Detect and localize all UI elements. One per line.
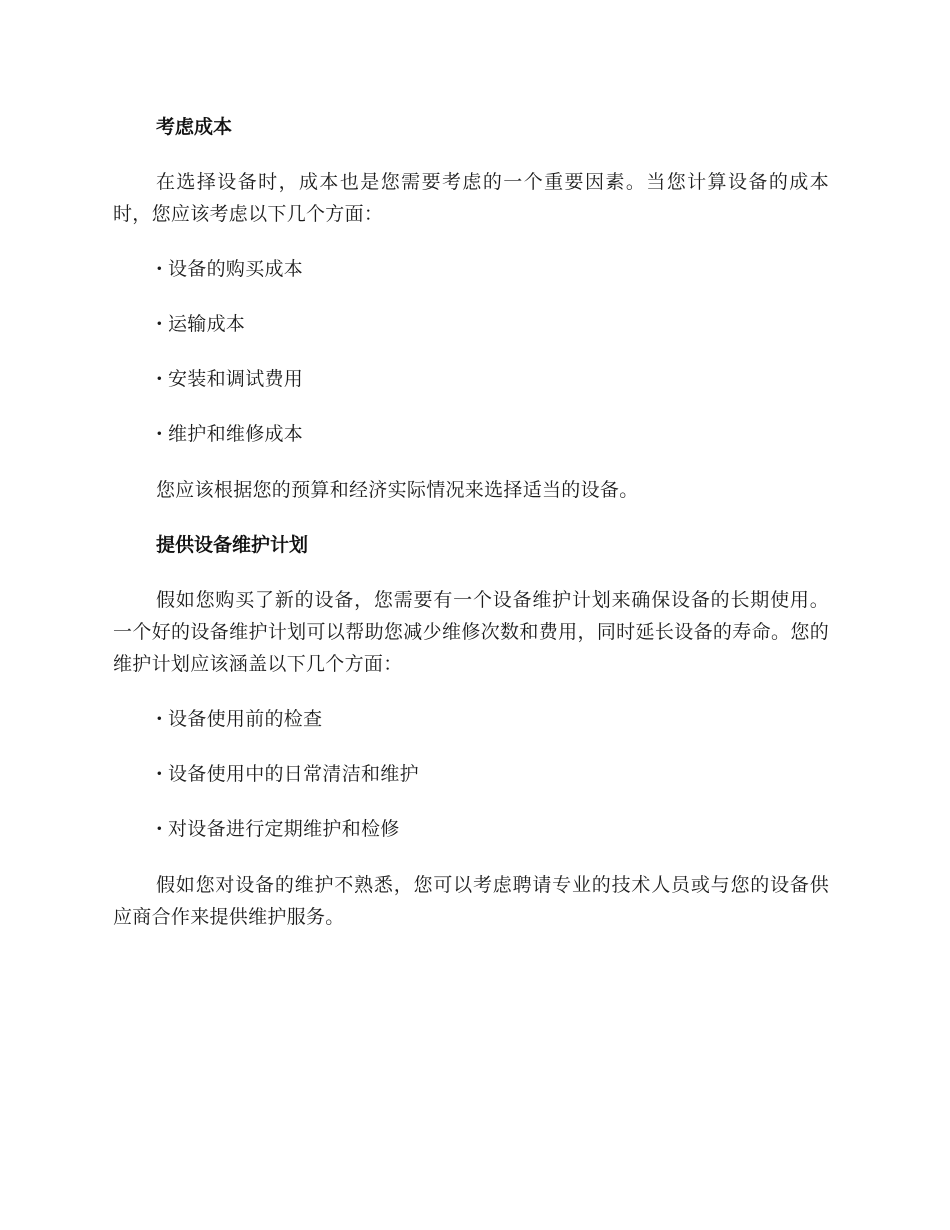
bullet-marker: ·: [156, 313, 163, 335]
section-cost: [113, 112, 829, 506]
list-item-text: 安装和调试费用: [168, 368, 304, 390]
section-intro: 在选择设备时，成本也是您需要考虑的一个重要因素。当您计算设备的成本时，您应该考虑以下几个方面：: [113, 171, 829, 225]
list-item: [113, 704, 829, 734]
list-item-text: 对设备进行定期维护和检修: [168, 818, 400, 840]
list-item-text: 设备使用中的日常清洁和维护: [168, 763, 419, 785]
bullet-marker: ·: [156, 423, 163, 445]
section-conclusion: 假如您对设备的维护不熟悉，您可以考虑聘请专业的技术人员或与您的设备供应商合作来提供维护服务。: [113, 874, 829, 928]
section-heading: 提供设备维护计划: [156, 534, 309, 556]
list-item: [113, 419, 829, 449]
section-heading: 考虑成本: [156, 116, 233, 138]
list-item: [113, 759, 829, 789]
section-maintenance-plan: [113, 530, 829, 933]
list-item-text: 维护和维修成本: [168, 423, 304, 445]
bullet-marker: ·: [156, 258, 163, 280]
bullet-marker: ·: [156, 368, 163, 390]
document-body: [113, 112, 829, 957]
section-intro: 假如您购买了新的设备，您需要有一个设备维护计划来确保设备的长期使用。一个好的设备维护计划可以帮助您减少维修次数和费用，同时延长设备的寿命。您的维护计划应该涵盖以下几个方面：: [113, 589, 829, 675]
list-item-text: 运输成本: [168, 313, 246, 335]
bullet-marker: ·: [156, 818, 163, 840]
bullet-marker: ·: [156, 763, 163, 785]
list-item-text: 设备的购买成本: [168, 258, 304, 280]
list-item-text: 设备使用前的检查: [168, 708, 323, 730]
list-item: [113, 814, 829, 844]
bullet-marker: ·: [156, 708, 163, 730]
list-item: [113, 254, 829, 284]
list-item: [113, 309, 829, 339]
section-conclusion: 您应该根据您的预算和经济实际情况来选择适当的设备。: [156, 479, 639, 501]
list-item: [113, 364, 829, 394]
